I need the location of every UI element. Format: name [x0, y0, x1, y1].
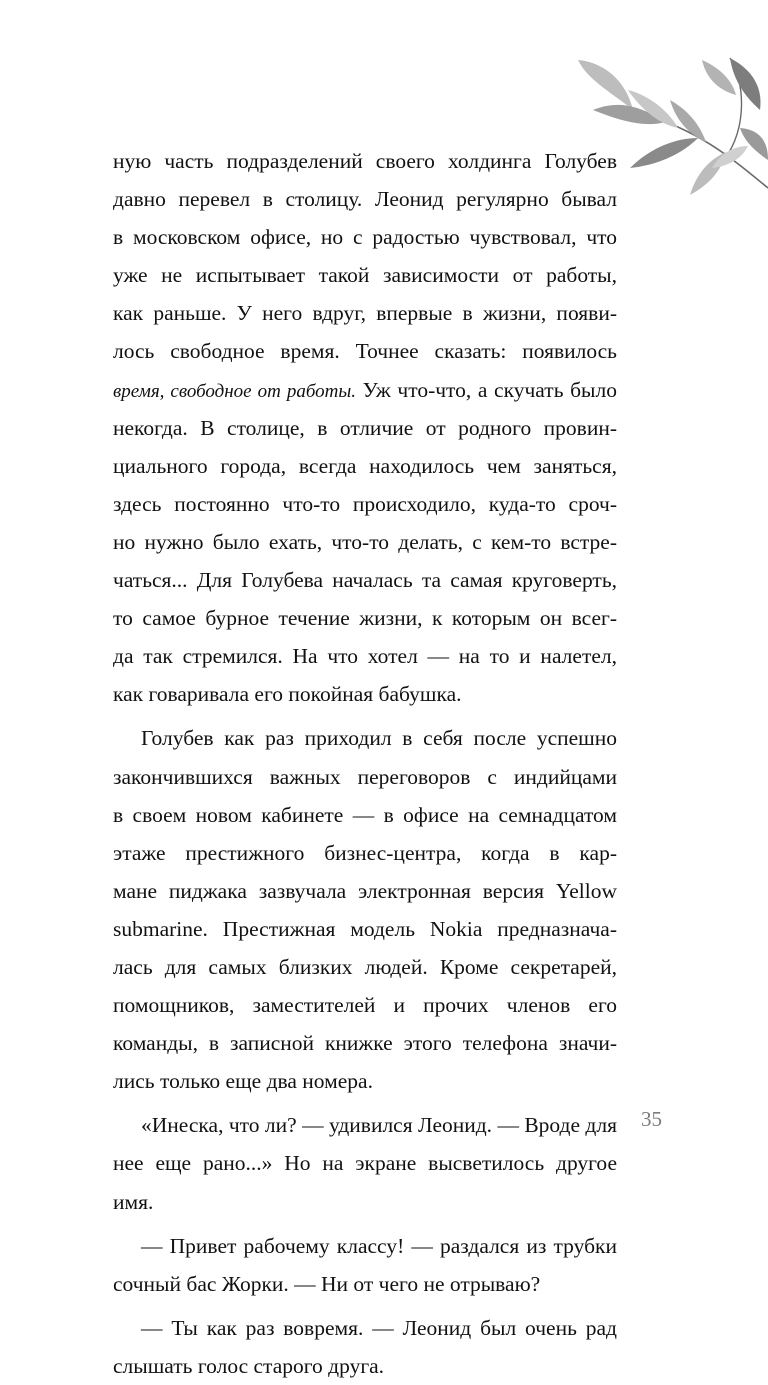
text-line: команды, в записной книжке этого телефона значи- [113, 1031, 617, 1056]
text-fragment: Уж что-что, а скучать было [355, 377, 617, 402]
text-line: имя. [113, 1189, 154, 1214]
text-line: слышать голос старого друга. [113, 1353, 385, 1378]
paragraph-first-line: Голубев как раз приходил в себя после успешно [141, 726, 617, 751]
text-line: как говаривала его покойная бабушка. [113, 682, 462, 707]
text-line: закончившихся важных переговоров с индийцами [113, 764, 617, 789]
text-line: лось свободное время. Точнее сказать: появилось [113, 339, 617, 364]
text-line [113, 371, 617, 409]
text-line: то самое бурное течение жизни, к которым он всег- [113, 606, 617, 631]
paragraph-first-line: «Инеска, что ли? — удивился Леонид. — Вроде для [141, 1113, 617, 1138]
italic-phrase: время, свободное от работы. [113, 380, 356, 402]
text-line: мане пиджака зазвучала электронная версия Yellow [113, 878, 617, 903]
text-line: лась для самых близких людей. Кроме секретарей, [113, 954, 617, 979]
text-line: лись только еще два номера. [113, 1069, 373, 1094]
body-text [113, 142, 617, 1385]
text-line: в московском офисе, но с радостью чувствовал, что [113, 225, 617, 250]
text-line: давно перевел в столицу. Леонид регулярно бывал [113, 187, 617, 212]
text-line: сочный бас Жорки. — Ни от чего не отрываю? [113, 1271, 541, 1296]
text-line: некогда. В столице, в отличие от родного провин- [113, 415, 617, 440]
text-line: нее еще рано...» Но на экране высветилось другое [113, 1151, 617, 1176]
text-line: уже не испытывает такой зависимости от работы, [113, 263, 617, 288]
text-line: но нужно было ехать, что-то делать, с кем-то встре- [113, 529, 617, 554]
text-line: как раньше. У него вдруг, впервые в жизни, появи- [113, 301, 617, 326]
text-line: циального города, всегда находилось чем заняться, [113, 453, 617, 478]
text-line: да так стремился. На что хотел — на то и налетел, [113, 644, 617, 669]
text-line: этаже престижного бизнес-центра, когда в кар- [113, 840, 617, 865]
page-number: 35 [641, 1107, 662, 1131]
paragraph-first-line: — Ты как раз вовремя. — Леонид был очень рад [141, 1315, 617, 1340]
paragraph-first-line: — Привет рабочему классу! — раздался из трубки [141, 1233, 617, 1258]
text-line: в своем новом кабинете — в офисе на семнадцатом [113, 802, 617, 827]
text-line: чаться... Для Голубева началась та самая круговерть, [113, 568, 617, 593]
text-line: помощников, заместителей и прочих членов его [113, 993, 617, 1018]
text-line: здесь постоянно что-то происходило, куда-то сроч- [113, 491, 617, 516]
text-line: submarine. Престижная модель Nokia предназнача- [113, 916, 617, 941]
text-line: ную часть подразделений своего холдинга Голубев [113, 149, 617, 173]
